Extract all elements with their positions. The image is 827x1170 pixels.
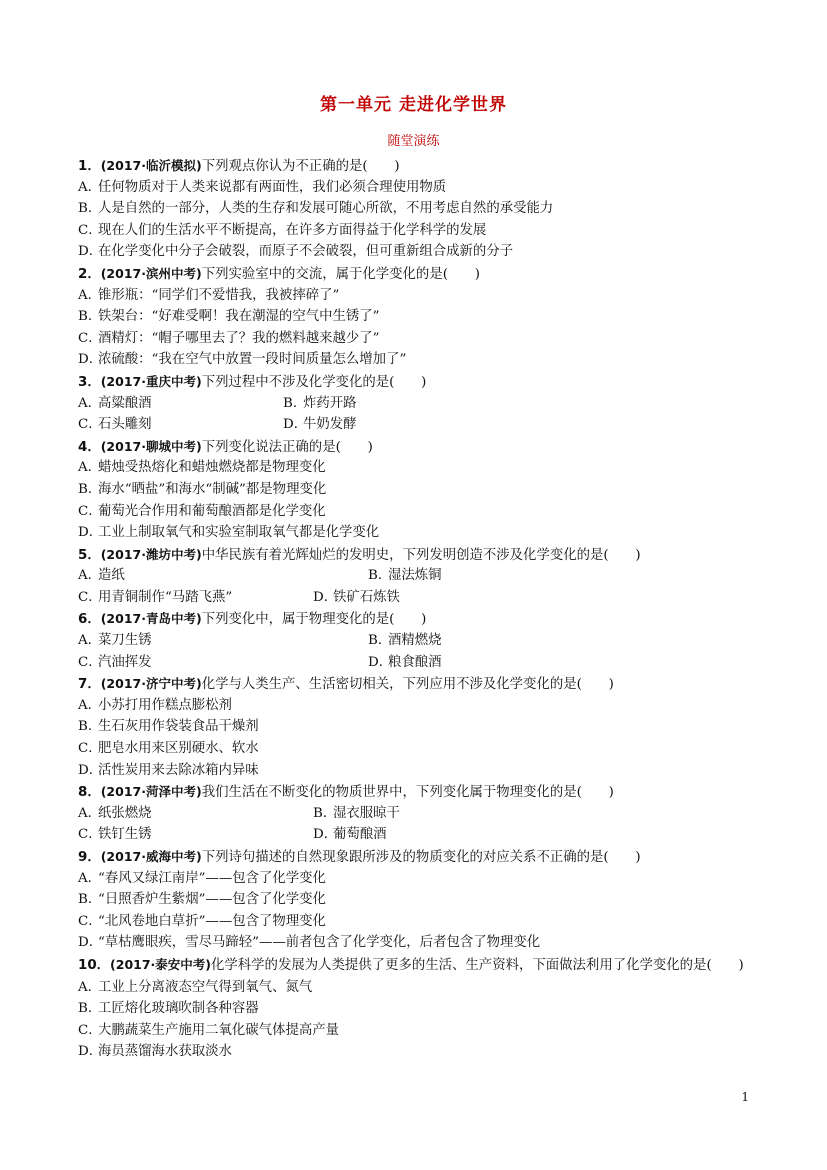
question-source: (2017·滨州中考) <box>100 265 202 281</box>
question-number: 8． <box>78 785 101 801</box>
option-b: B．湿法炼铜 <box>368 568 442 584</box>
option-a: A．高粱酿酒 <box>78 395 152 411</box>
option-row <box>78 630 758 652</box>
option-b: B．铁架台：“好难受啊！我在潮湿的空气中生锈了” <box>78 309 380 325</box>
question-2 <box>78 263 758 285</box>
option-c: C．铁钉生锈 <box>78 827 152 843</box>
option-row <box>78 565 758 587</box>
option-a: A．“春风又绿江南岸”——包含了化学变化 <box>78 870 326 886</box>
option-b: B．海水“晒盐”和海水“制碱”都是物理变化 <box>78 481 327 497</box>
question-10 <box>78 954 750 977</box>
option-d: D．牛奶发酵 <box>283 417 357 433</box>
question-source: (2017·泰安中考) <box>110 956 211 972</box>
question-6 <box>78 608 758 630</box>
option-row <box>78 414 758 436</box>
question-number: 5． <box>78 547 101 563</box>
question-stem: 化学与人类生产、生活密切相关，下列应用不涉及化学变化的是( ) <box>201 677 614 693</box>
question-stem: 我们生活在不断变化的物质世界中，下列变化属于物理变化的是( ) <box>201 785 614 801</box>
option-c: C．现在人们的生活水平不断提高，在许多方面得益于化学科学的发展 <box>78 222 487 238</box>
question-stem: 下列观点你认为不正确的是( ) <box>201 159 400 174</box>
page-number: 1 <box>741 1090 749 1104</box>
question-number: 6． <box>78 612 101 628</box>
option-d: D．铁矿石炼铁 <box>313 589 400 605</box>
option-c: C．汽油挥发 <box>78 654 152 670</box>
question-list <box>78 155 758 1063</box>
question-source: (2017·青岛中考) <box>100 611 202 627</box>
option-a: A．任何物质对于人类来说都有两面性，我们必须合理使用物质 <box>78 179 447 195</box>
question-source: (2017·潍坊中考) <box>100 546 202 562</box>
option-b: B．“日照香炉生紫烟”——包含了化学变化 <box>78 892 326 908</box>
option-b: B．湿衣服晾干 <box>313 805 400 821</box>
question-source: (2017·威海中考) <box>100 849 202 864</box>
option-a: A．锥形瓶：“同学们不爱惜我，我被摔碎了” <box>78 287 340 303</box>
question-number: 4． <box>78 439 101 455</box>
option-b: B．炸药开路 <box>283 395 357 411</box>
option-row <box>78 587 758 609</box>
option-c: C．石头雕刻 <box>78 417 152 433</box>
question-stem: 化学科学的发展为人类提供了更多的生活、生产资料，下面做法利用了化学变化的是( ) <box>211 957 744 973</box>
question-source: (2017·重庆中考) <box>100 373 202 389</box>
question-stem: 下列诗句描述的自然现象跟所涉及的物质变化的对应关系不正确的是( ) <box>201 850 641 865</box>
question-stem: 中华民族有着光辉灿烂的发明史，下列发明创造不涉及化学变化的是( ) <box>201 547 641 563</box>
option-d: D．工业上制取氧气和实验室制取氧气都是化学变化 <box>78 525 380 541</box>
option-row <box>78 824 758 846</box>
page-subtitle: 随堂演练 <box>387 134 440 149</box>
question-stem: 下列实验室中的交流，属于化学变化的是( ) <box>201 266 480 282</box>
option-c: C．葡萄光合作用和葡萄酿酒都是化学变化 <box>78 503 326 519</box>
question-number: 10． <box>78 957 111 973</box>
question-number: 2． <box>78 266 101 282</box>
question-7 <box>78 673 758 695</box>
option-d: D．活性炭用来去除冰箱内异味 <box>78 762 259 778</box>
option-a: A．纸张燃烧 <box>78 805 152 821</box>
question-stem: 下列过程中不涉及化学变化的是( ) <box>201 374 427 390</box>
option-a: A．菜刀生锈 <box>78 633 152 649</box>
question-number: 1． <box>78 159 101 174</box>
option-b: B．酒精燃烧 <box>368 633 442 649</box>
question-number: 3． <box>78 374 101 390</box>
question-5 <box>78 544 758 566</box>
option-d: D．在化学变化中分子会破裂，而原子不会破裂，但可重新组合成新的分子 <box>78 244 514 260</box>
question-3 <box>78 371 758 393</box>
question-source: (2017·济宁中考) <box>100 676 202 692</box>
question-stem: 下列变化中，属于物理变化的是( ) <box>201 612 427 628</box>
page-title: 第一单元 走进化学世界 <box>320 95 507 115</box>
option-a: A．小苏打用作糕点膨松剂 <box>78 697 232 713</box>
option-b: B．工匠熔化玻璃吹制各种容器 <box>78 1001 259 1017</box>
question-number: 7． <box>78 677 101 693</box>
question-8 <box>78 781 758 803</box>
option-b: B．人是自然的一部分，人类的生存和发展可随心所欲，不用考虑自然的承受能力 <box>78 201 554 217</box>
option-row <box>78 393 758 415</box>
question-number: 9． <box>78 850 101 865</box>
option-c: C．肥皂水用来区别硬水、软水 <box>78 741 259 757</box>
option-d: D．葡萄酿酒 <box>313 827 387 843</box>
option-a: A．工业上分离液态空气得到氧气、氮气 <box>78 979 313 995</box>
option-row <box>78 803 758 825</box>
question-1 <box>78 155 758 177</box>
option-c: C．用青铜制作“马踏飞燕” <box>78 589 233 605</box>
question-9 <box>78 846 758 868</box>
question-4 <box>78 436 758 458</box>
option-b: B．生石灰用作袋装食品干燥剂 <box>78 719 259 735</box>
option-row <box>78 652 758 674</box>
option-d: D．粮食酿酒 <box>368 654 442 670</box>
option-d: D．海员蒸馏海水获取淡水 <box>78 1044 232 1060</box>
option-c: C．酒精灯：“帽子哪里去了？我的燃料越来越少了” <box>78 330 380 346</box>
option-d: D．浓硫酸：“我在空气中放置一段时间质量怎么增加了” <box>78 352 407 368</box>
question-stem: 下列变化说法正确的是( ) <box>201 439 373 455</box>
option-d: D．“草枯鹰眼疾，雪尽马蹄轻”——前者包含了化学变化，后者包含了物理变化 <box>78 935 541 951</box>
question-source: (2017·聊城中考) <box>100 438 202 454</box>
option-c: C．“北风卷地白草折”——包含了物理变化 <box>78 913 326 929</box>
option-a: A．造纸 <box>78 568 125 584</box>
option-c: C．大鹏蔬菜生产施用二氧化碳气体提高产量 <box>78 1022 340 1038</box>
question-source: (2017·临沂模拟) <box>100 158 202 173</box>
option-a: A．蜡烛受热熔化和蜡烛燃烧都是物理变化 <box>78 460 326 476</box>
question-source: (2017·菏泽中考) <box>100 784 202 800</box>
